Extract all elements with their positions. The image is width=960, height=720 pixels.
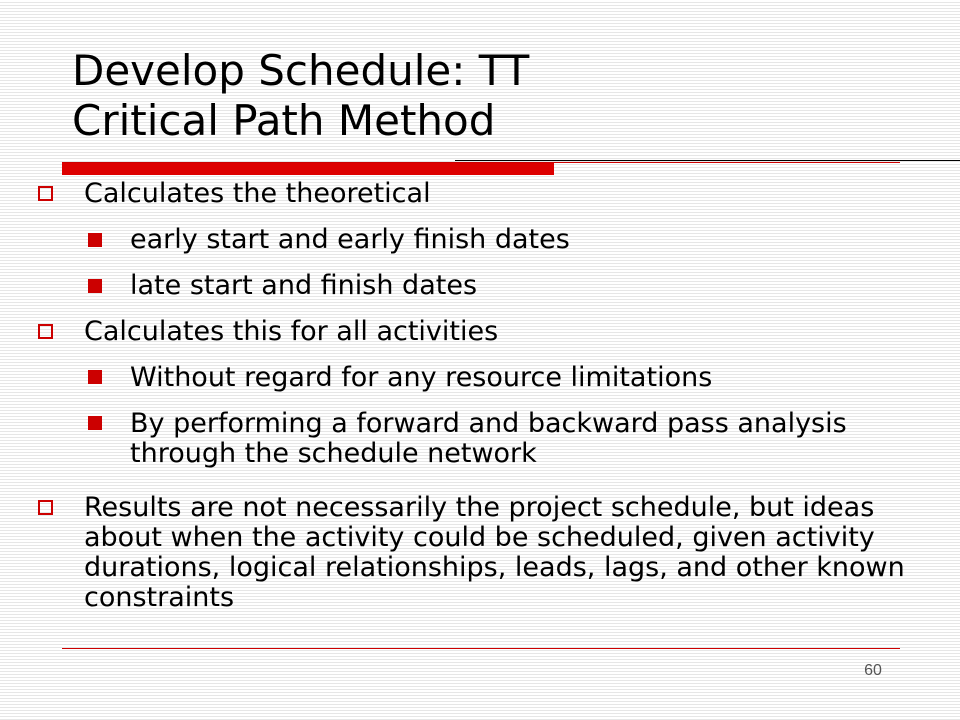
title-line-2: Critical Path Method	[72, 96, 496, 145]
title-accent-bar	[62, 163, 554, 175]
filled-square-bullet-icon	[88, 370, 102, 384]
bullet-1-text: Calculates the theoretical	[84, 178, 431, 209]
footer-rule	[62, 648, 900, 649]
hollow-square-bullet-icon	[38, 324, 53, 339]
bullet-1-sub-1: early start and early finish dates	[130, 224, 570, 255]
title-rule	[455, 160, 960, 161]
bullet-2-sub-1: Without regard for any resource limitations	[130, 362, 713, 393]
filled-square-bullet-icon	[88, 416, 102, 430]
hollow-square-bullet-icon	[38, 500, 53, 515]
hollow-square-bullet-icon	[38, 186, 53, 201]
title-line-1: Develop Schedule: TT	[72, 46, 530, 95]
bullet-2-sub-2: By performing a forward and backward pass analysis through the schedule network	[130, 408, 847, 469]
filled-square-bullet-icon	[88, 279, 102, 293]
bullet-3-text: Results are not necessarily the project schedule, but ideas about when the activity could be scheduled, given activity durations, logical relationships, leads, lags, and other known constraints	[84, 492, 905, 613]
slide-title	[72, 46, 912, 146]
bullet-1-sub-2: late start and finish dates	[130, 270, 478, 301]
bullet-2-text: Calculates this for all activities	[84, 316, 499, 347]
filled-square-bullet-icon	[88, 233, 102, 247]
page-number: 60	[864, 662, 882, 679]
